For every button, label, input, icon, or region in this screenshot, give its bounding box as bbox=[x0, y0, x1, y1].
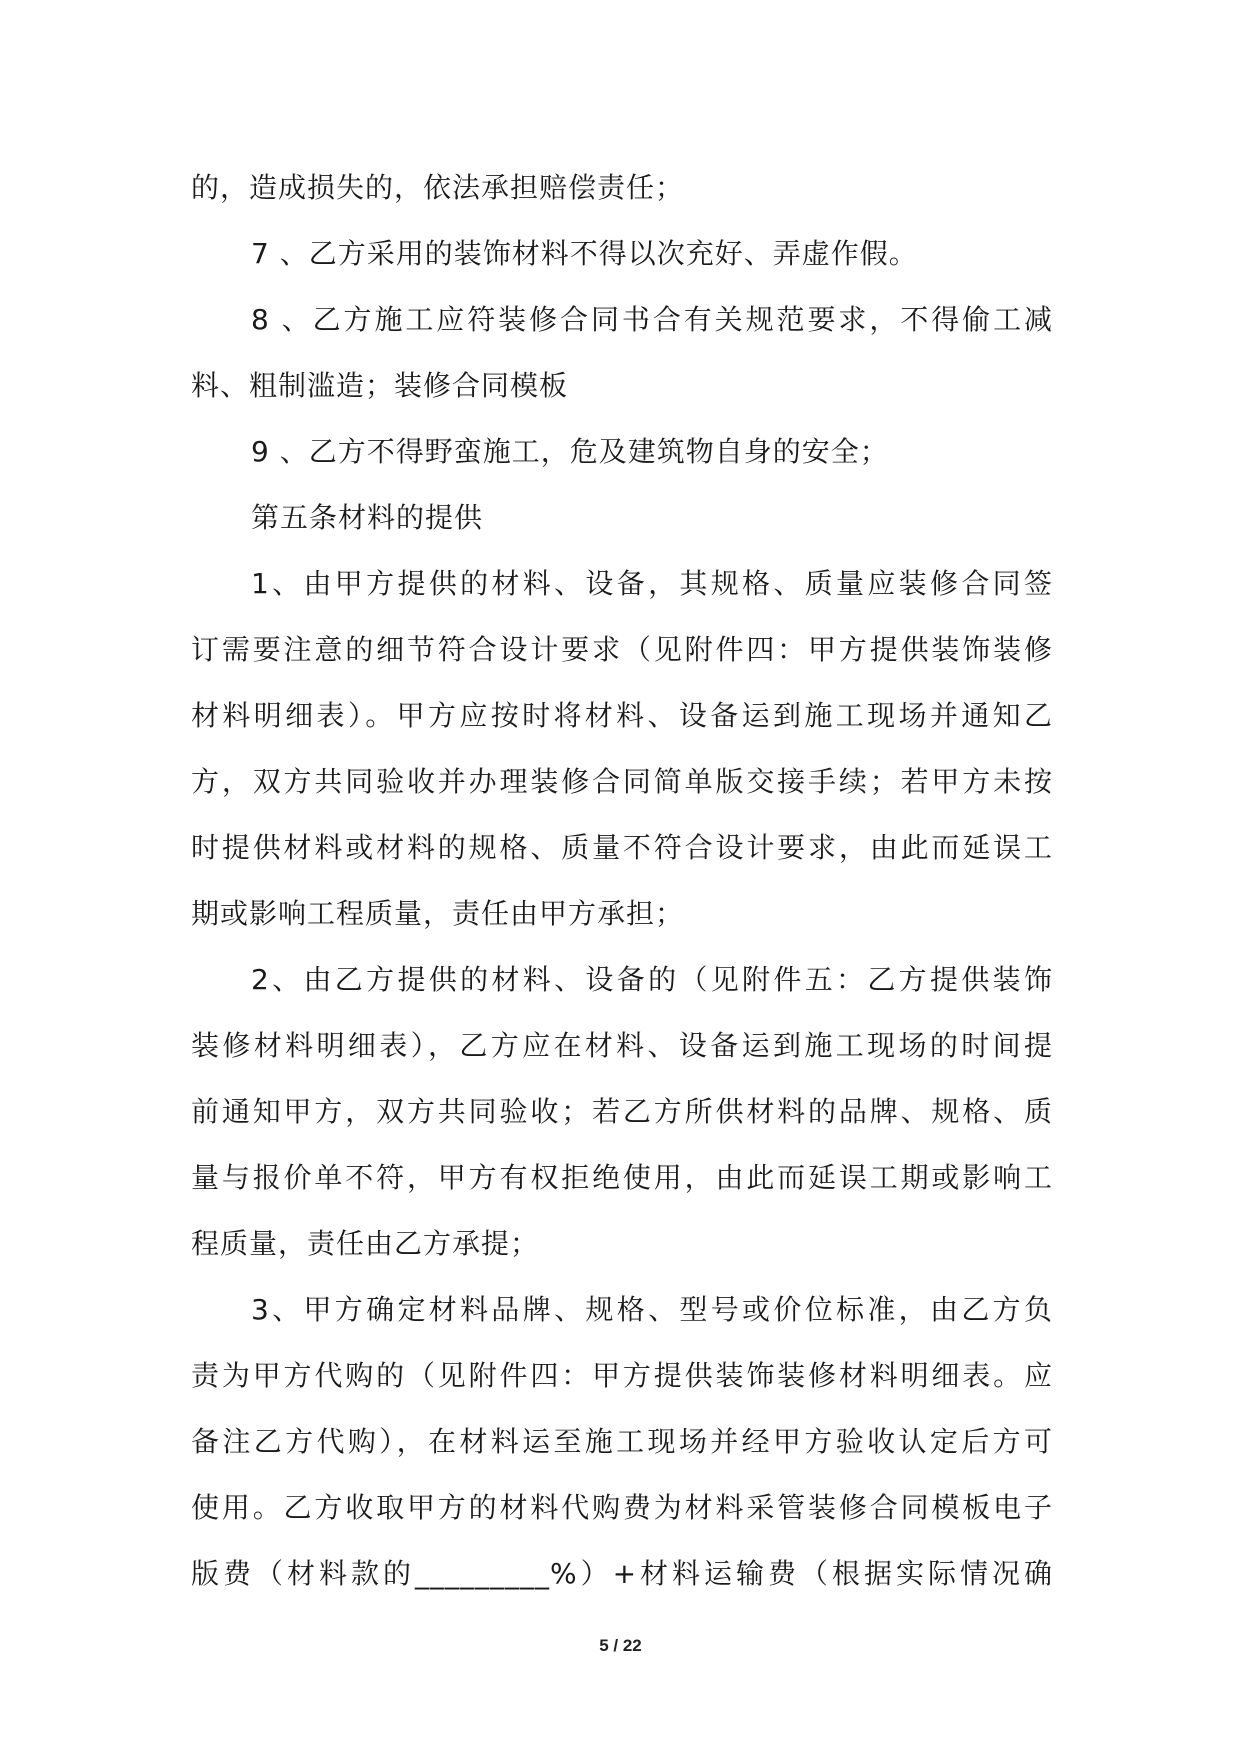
text-line: 材料明细表）。甲方应按时将材料、设备运到施工现场并通知乙 bbox=[191, 699, 1053, 732]
text-line: 订需要注意的细节符合设计要求（见附件四：甲方提供装饰装修 bbox=[191, 633, 1053, 666]
text-line: 期或影响工程质量，责任由甲方承担； bbox=[191, 897, 685, 930]
text-line: 前通知甲方，双方共同验收；若乙方所供材料的品牌、规格、质 bbox=[191, 1095, 1053, 1128]
text-line: 7 、乙方采用的装饰材料不得以次充好、弄虚作假。 bbox=[251, 237, 918, 270]
text-line: 责为甲方代购的（见附件四：甲方提供装饰装修材料明细表。应 bbox=[191, 1359, 1053, 1392]
text-line: 2、由乙方提供的材料、设备的（见附件五：乙方提供装饰 bbox=[251, 963, 1053, 996]
text-line: 版费（材料款的_________%）+材料运输费（根据实际情况确 bbox=[191, 1557, 1053, 1590]
text-line: 备注乙方代购），在材料运至施工现场并经甲方验收认定后方可 bbox=[191, 1425, 1053, 1458]
text-line: 的，造成损失的，依法承担赔偿责任； bbox=[191, 171, 685, 204]
text-line: 程质量，责任由乙方承提； bbox=[191, 1227, 540, 1260]
text-line: 9 、乙方不得野蛮施工，危及建筑物自身的安全； bbox=[251, 435, 889, 468]
text-line: 量与报价单不符，甲方有权拒绝使用，由此而延误工期或影响工 bbox=[191, 1161, 1053, 1194]
text-line: 1、由甲方提供的材料、设备，其规格、质量应装修合同签 bbox=[251, 567, 1053, 600]
text-line: 第五条材料的提供 bbox=[251, 501, 484, 534]
text-line: 料、粗制滥造；装修合同模板 bbox=[191, 369, 569, 402]
text-line: 方，双方共同验收并办理装修合同简单版交接手续；若甲方未按 bbox=[191, 765, 1053, 798]
text-line: 使用。乙方收取甲方的材料代购费为材料采管装修合同模板电子 bbox=[191, 1491, 1053, 1524]
body-text bbox=[191, 155, 1053, 1607]
page-number: 5 / 22 bbox=[599, 1636, 642, 1655]
text-line: 装修材料明细表），乙方应在材料、设备运到施工现场的时间提 bbox=[191, 1029, 1053, 1062]
text-line: 时提供材料或材料的规格、质量不符合设计要求，由此而延误工 bbox=[191, 831, 1053, 864]
text-line: 8 、乙方施工应符装修合同书合有关规范要求，不得偷工减 bbox=[251, 303, 1053, 336]
text-line: 3、甲方确定材料品牌、规格、型号或价位标准，由乙方负 bbox=[251, 1293, 1053, 1326]
